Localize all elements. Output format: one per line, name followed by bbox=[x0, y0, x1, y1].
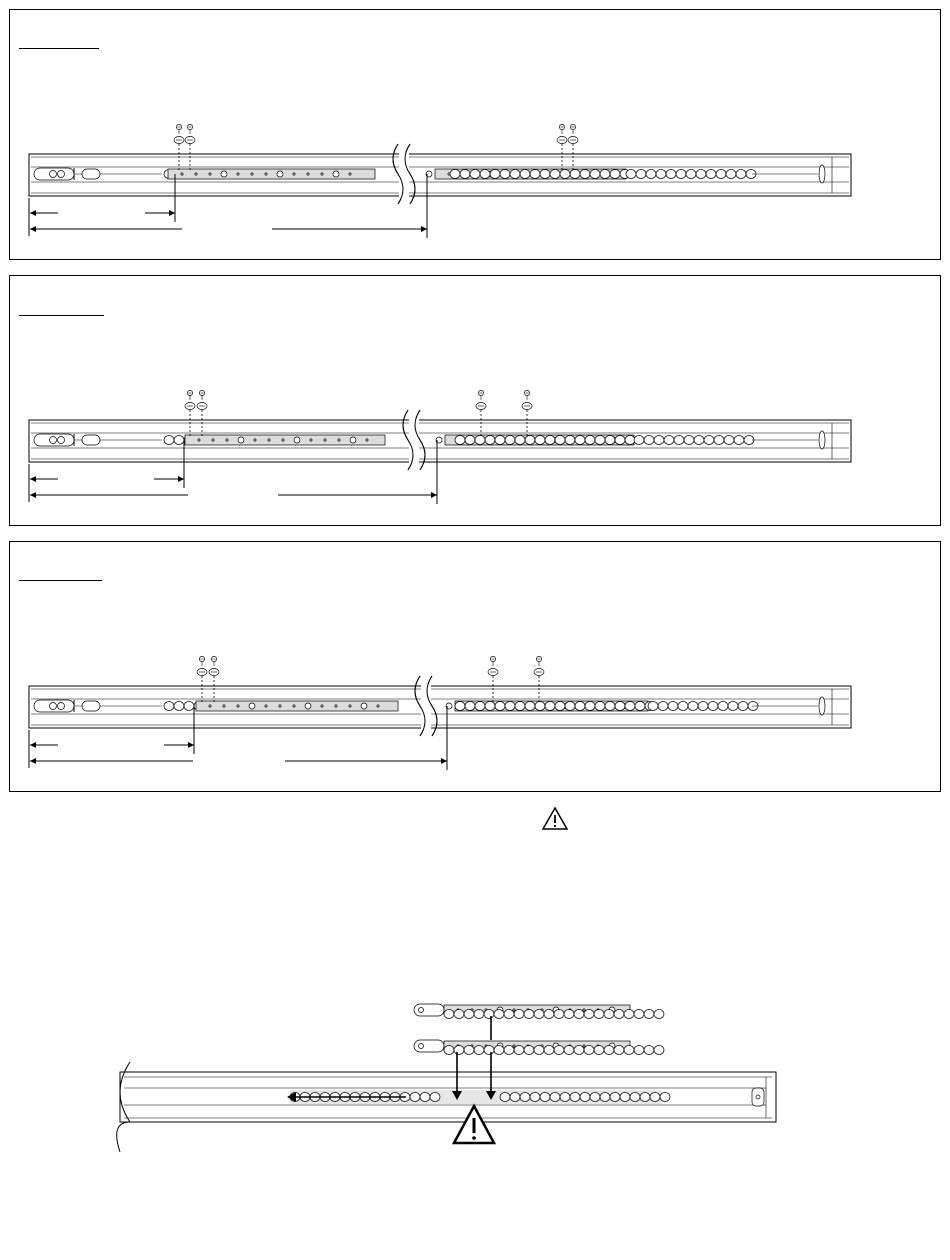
chain-link bbox=[708, 702, 718, 711]
chain-link bbox=[635, 702, 645, 711]
chain-link bbox=[164, 436, 174, 445]
chain-link bbox=[545, 702, 555, 711]
chain-link bbox=[534, 1046, 544, 1055]
chain-link bbox=[604, 1046, 614, 1055]
chain-link bbox=[575, 436, 585, 445]
rail-diagram-3 bbox=[10, 542, 942, 793]
bar-hole bbox=[350, 437, 356, 443]
bar-pin bbox=[254, 439, 256, 441]
chain-link bbox=[644, 1010, 654, 1019]
bar-pin bbox=[223, 705, 225, 707]
chain-link bbox=[525, 702, 535, 711]
chain-link bbox=[454, 1010, 464, 1019]
chain-link bbox=[585, 702, 595, 711]
bar-pin bbox=[282, 439, 284, 441]
chain-link bbox=[624, 1046, 634, 1055]
chain-link bbox=[544, 1010, 554, 1019]
chain-link bbox=[494, 1010, 504, 1019]
sprocket-icon bbox=[58, 703, 65, 710]
chain-link bbox=[575, 702, 585, 711]
bar-pin bbox=[195, 173, 197, 175]
chain-link bbox=[646, 170, 656, 179]
chain-link bbox=[454, 1046, 464, 1055]
chain-link bbox=[614, 1010, 624, 1019]
chain-link bbox=[604, 1010, 614, 1019]
chain-link bbox=[595, 436, 605, 445]
bar-pin bbox=[237, 705, 239, 707]
bar-pin bbox=[268, 439, 270, 441]
chain-link bbox=[555, 702, 565, 711]
chain-link bbox=[515, 436, 525, 445]
pulley-icon bbox=[819, 165, 825, 183]
chain-link bbox=[535, 436, 545, 445]
arrow-head bbox=[30, 476, 36, 482]
chain-link bbox=[595, 702, 605, 711]
chain-link bbox=[654, 436, 664, 445]
chain-link bbox=[554, 1010, 564, 1019]
chain-link bbox=[694, 436, 704, 445]
chain-link bbox=[590, 170, 600, 179]
chain-link bbox=[455, 702, 465, 711]
bar-hole bbox=[419, 1008, 424, 1013]
chain-link bbox=[660, 1093, 670, 1102]
chain-link bbox=[640, 1093, 650, 1102]
bar-pin bbox=[366, 439, 368, 441]
arrow-head bbox=[421, 226, 427, 232]
chain-link bbox=[430, 1093, 440, 1102]
chain-link bbox=[666, 170, 676, 179]
bar-pin bbox=[335, 705, 337, 707]
chain-link bbox=[644, 1046, 654, 1055]
chain-link bbox=[590, 1093, 600, 1102]
chain-link bbox=[184, 702, 194, 711]
sprocket-icon bbox=[58, 437, 65, 444]
chain-link bbox=[654, 1010, 664, 1019]
bar-pin bbox=[324, 439, 326, 441]
chain-link bbox=[698, 702, 708, 711]
break-gap bbox=[409, 418, 419, 464]
chain-link bbox=[585, 436, 595, 445]
rail-diagram-1 bbox=[10, 10, 942, 261]
chain-link bbox=[544, 1046, 554, 1055]
break-gap bbox=[421, 684, 431, 730]
bar-pin bbox=[583, 1045, 585, 1047]
bar-pin bbox=[265, 173, 267, 175]
bar-hole bbox=[333, 171, 339, 177]
chain-link bbox=[676, 170, 686, 179]
chain-link bbox=[668, 702, 678, 711]
chain-link bbox=[684, 436, 694, 445]
chain-link bbox=[565, 702, 575, 711]
bar-pin bbox=[251, 173, 253, 175]
bar-hole bbox=[419, 1044, 424, 1049]
chain-link bbox=[554, 1046, 564, 1055]
chain-link bbox=[560, 170, 570, 179]
chain-link bbox=[485, 436, 495, 445]
chain-link bbox=[525, 436, 535, 445]
chain-link bbox=[724, 436, 734, 445]
chain-link bbox=[654, 1046, 664, 1055]
bar-pin bbox=[226, 439, 228, 441]
arrow-head bbox=[188, 742, 194, 748]
chain-link bbox=[634, 436, 644, 445]
chain-link bbox=[495, 436, 505, 445]
chain-link bbox=[624, 1010, 634, 1019]
chain-link bbox=[490, 170, 500, 179]
chain-link bbox=[410, 1093, 420, 1102]
arrow-head bbox=[30, 758, 36, 764]
chain-link bbox=[475, 436, 485, 445]
sprocket-icon bbox=[50, 703, 57, 710]
chain-link bbox=[594, 1010, 604, 1019]
chain-link bbox=[464, 1010, 474, 1019]
bar-pin bbox=[209, 705, 211, 707]
chain-link bbox=[574, 1046, 584, 1055]
break-symbol bbox=[117, 1062, 130, 1152]
chain-link bbox=[520, 1093, 530, 1102]
chain-link bbox=[615, 436, 625, 445]
chain-link bbox=[696, 170, 706, 179]
chain-link bbox=[600, 1093, 610, 1102]
chain-link bbox=[174, 436, 184, 445]
chain-link bbox=[420, 1093, 430, 1102]
chain-link bbox=[450, 170, 460, 179]
chain-link bbox=[674, 436, 684, 445]
bar-pin bbox=[198, 439, 200, 441]
chain-link bbox=[636, 170, 646, 179]
bar-pin bbox=[513, 1009, 515, 1011]
chain-link bbox=[688, 702, 698, 711]
rail-diagram-2 bbox=[10, 276, 942, 527]
cable-link bbox=[82, 435, 100, 445]
assembly-panel-1 bbox=[9, 9, 941, 260]
chain-link bbox=[470, 170, 480, 179]
chain-link bbox=[460, 170, 470, 179]
bar-pin bbox=[338, 439, 340, 441]
cable-link bbox=[82, 169, 100, 179]
cable-link bbox=[82, 701, 100, 711]
chain-link bbox=[570, 1093, 580, 1102]
chain-link bbox=[484, 1010, 494, 1019]
chain-link bbox=[504, 1010, 514, 1019]
chain-link bbox=[530, 1093, 540, 1102]
chain-link bbox=[648, 702, 658, 711]
chain-link bbox=[580, 170, 590, 179]
connector-bar bbox=[196, 701, 398, 711]
bar-pin bbox=[513, 1045, 515, 1047]
chain-link bbox=[626, 170, 636, 179]
chain-link bbox=[734, 436, 744, 445]
chain-link bbox=[714, 436, 724, 445]
chain-link bbox=[625, 436, 635, 445]
chain-link bbox=[485, 702, 495, 711]
arrow-head bbox=[431, 492, 437, 498]
pulley-icon bbox=[819, 431, 825, 449]
chain-link bbox=[474, 1046, 484, 1055]
bar-pin bbox=[279, 705, 281, 707]
chain-link bbox=[500, 170, 510, 179]
chain-link bbox=[605, 702, 615, 711]
chain-link bbox=[634, 1046, 644, 1055]
chain-link bbox=[634, 1010, 644, 1019]
bar-pin bbox=[349, 173, 351, 175]
chain-link bbox=[550, 170, 560, 179]
sprocket-icon bbox=[50, 437, 57, 444]
chain-link bbox=[574, 1010, 584, 1019]
chain-link bbox=[564, 1046, 574, 1055]
bar-hole bbox=[294, 437, 300, 443]
chain-link bbox=[625, 702, 635, 711]
chain-link bbox=[524, 1010, 534, 1019]
arrow-head bbox=[178, 476, 184, 482]
bar-hole bbox=[238, 437, 244, 443]
chain-link bbox=[630, 1093, 640, 1102]
chain-link bbox=[644, 436, 654, 445]
chain-link bbox=[500, 1093, 510, 1102]
chain-link bbox=[495, 702, 505, 711]
detail-rail-svg bbox=[0, 800, 950, 1260]
chain-link bbox=[706, 170, 716, 179]
chain-link bbox=[480, 170, 490, 179]
chain-link bbox=[704, 436, 714, 445]
chain-link bbox=[514, 1010, 524, 1019]
chain-link bbox=[545, 436, 555, 445]
chain-link bbox=[475, 702, 485, 711]
bar-pin bbox=[310, 439, 312, 441]
chain-link bbox=[484, 1046, 494, 1055]
bar-hole bbox=[249, 703, 255, 709]
warning-dot bbox=[472, 1136, 476, 1140]
bar-pin bbox=[377, 705, 379, 707]
chain-link bbox=[584, 1046, 594, 1055]
bar-pin bbox=[307, 173, 309, 175]
chain-link bbox=[610, 170, 620, 179]
arrow-head bbox=[30, 742, 36, 748]
chain-link bbox=[540, 1093, 550, 1102]
bar-hole bbox=[361, 703, 367, 709]
chain-link bbox=[515, 702, 525, 711]
chain-link bbox=[550, 1093, 560, 1102]
chain-link bbox=[455, 436, 465, 445]
pulley-axle bbox=[756, 1095, 760, 1099]
chain-link bbox=[524, 1046, 534, 1055]
bar-pin bbox=[181, 173, 183, 175]
chain-link bbox=[444, 1010, 454, 1019]
arrow-head bbox=[30, 210, 36, 216]
assembly-panel-2 bbox=[9, 275, 941, 526]
chain-link bbox=[464, 1046, 474, 1055]
bar-pin bbox=[321, 173, 323, 175]
chain-link bbox=[505, 702, 515, 711]
chain-link bbox=[510, 170, 520, 179]
bar-pin bbox=[349, 705, 351, 707]
break-gap bbox=[399, 152, 409, 198]
bar-pin bbox=[293, 705, 295, 707]
chain-link bbox=[494, 1046, 504, 1055]
detail-drawing bbox=[0, 800, 950, 1260]
bar-hole bbox=[305, 703, 311, 709]
chain-link bbox=[584, 1010, 594, 1019]
chain-link bbox=[664, 436, 674, 445]
chain-link bbox=[620, 1093, 630, 1102]
chain-link bbox=[474, 1010, 484, 1019]
chain-link bbox=[504, 1046, 514, 1055]
chain-link bbox=[615, 702, 625, 711]
chain-link bbox=[534, 1010, 544, 1019]
chain-link bbox=[738, 702, 748, 711]
chain-link bbox=[505, 436, 515, 445]
chain-link bbox=[678, 702, 688, 711]
chain-link bbox=[718, 702, 728, 711]
chain-link bbox=[465, 436, 475, 445]
chain-link bbox=[444, 1046, 454, 1055]
chain-link bbox=[726, 170, 736, 179]
pulley-icon bbox=[819, 697, 825, 715]
chain-link bbox=[530, 170, 540, 179]
bar-pin bbox=[212, 439, 214, 441]
chain-link bbox=[174, 702, 184, 711]
chain-link bbox=[736, 170, 746, 179]
chain-link bbox=[656, 170, 666, 179]
bar-pin bbox=[321, 705, 323, 707]
sprocket-icon bbox=[58, 171, 65, 178]
arrow-head bbox=[441, 758, 447, 764]
chain-link bbox=[560, 1093, 570, 1102]
chain-link bbox=[570, 170, 580, 179]
arrow-head bbox=[30, 226, 36, 232]
chain-link bbox=[514, 1046, 524, 1055]
bar-pin bbox=[265, 705, 267, 707]
bar-pin bbox=[209, 173, 211, 175]
chain-link bbox=[650, 1093, 660, 1102]
chain-link bbox=[465, 702, 475, 711]
chain-link bbox=[594, 1046, 604, 1055]
connector-bar bbox=[168, 169, 375, 179]
bar-pin bbox=[293, 173, 295, 175]
chain-link bbox=[605, 436, 615, 445]
chain-link bbox=[520, 170, 530, 179]
sprocket-icon bbox=[50, 171, 57, 178]
chain-link bbox=[540, 170, 550, 179]
assembly-panel-3 bbox=[9, 541, 941, 792]
chain-link bbox=[600, 170, 610, 179]
chain-link bbox=[614, 1046, 624, 1055]
chain-link bbox=[728, 702, 738, 711]
bar-hole bbox=[221, 171, 227, 177]
bar-hole bbox=[277, 171, 283, 177]
chain-link bbox=[164, 702, 174, 711]
chain-link bbox=[580, 1093, 590, 1102]
bar-pin bbox=[583, 1009, 585, 1011]
arrow-head bbox=[169, 210, 175, 216]
bar-pin bbox=[237, 173, 239, 175]
chain-link bbox=[686, 170, 696, 179]
chain-link bbox=[555, 436, 565, 445]
chain-link bbox=[565, 436, 575, 445]
chain-link bbox=[658, 702, 668, 711]
arrow-head bbox=[30, 492, 36, 498]
chain-link bbox=[535, 702, 545, 711]
chain-link bbox=[716, 170, 726, 179]
chain-link bbox=[510, 1093, 520, 1102]
chain-link bbox=[610, 1093, 620, 1102]
chain-link bbox=[564, 1010, 574, 1019]
